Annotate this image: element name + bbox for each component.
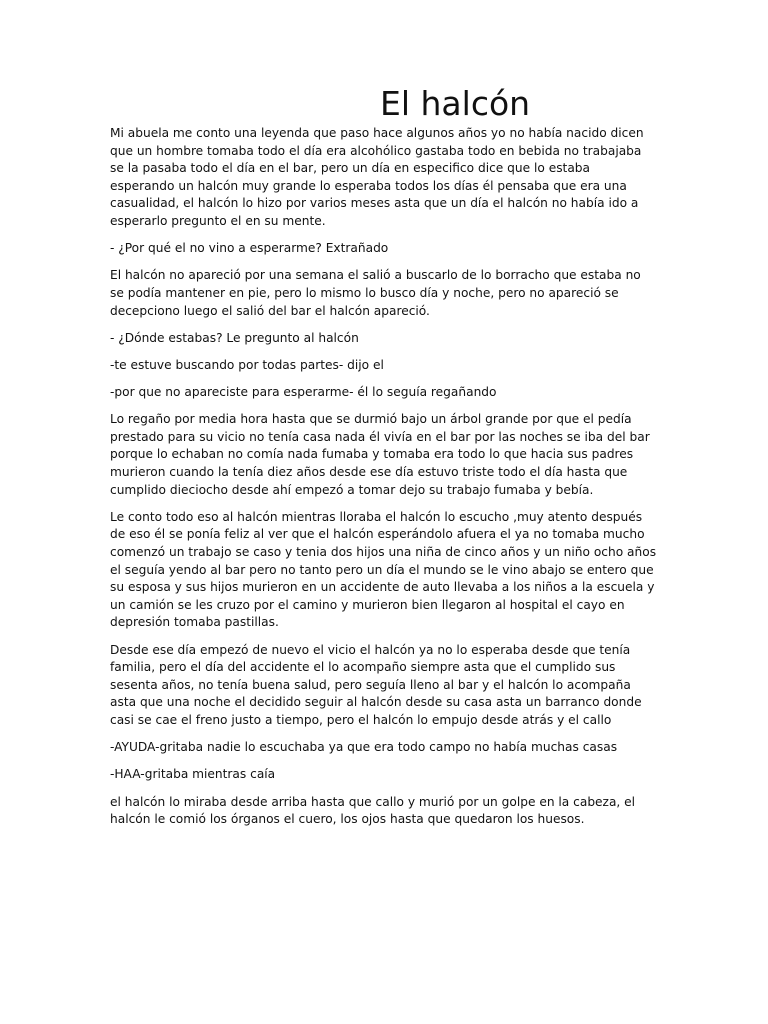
paragraph: El halcón no apareció por una semana el salió a buscarlo de lo borracho que estaba no se podía mantener en pie, pero lo mismo lo busco día y noche, pero no apareció se decepciono luego el salió del bar el halcón apareció. <box>110 268 641 318</box>
paragraph: -HAA-gritaba mientras caía <box>110 767 276 782</box>
paragraph: - ¿Por qué el no vino a esperarme? Extrañado <box>110 241 389 256</box>
paragraph: -AYUDA-gritaba nadie lo escuchaba ya que era todo campo no había muchas casas <box>110 740 618 755</box>
paragraph: -te estuve buscando por todas partes- dijo el <box>110 357 384 372</box>
paragraph: - ¿Dónde estabas? Le pregunto al halcón <box>110 330 359 345</box>
paragraph: Desde ese día empezó de nuevo el vicio el halcón ya no lo esperaba desde que tenía familia, pero el día del accidente el lo acompaño siempre asta que el cumplido sus sesenta años, no tenía buena salud, pero seguía lleno al bar y el halcón lo acompaña asta que una noche el decidido seguir al halcón desde su casa asta un barranco donde casi se cae el freno justo a tiempo, pero el halcón lo empujo desde atrás y el callo <box>110 642 642 727</box>
paragraph: Mi abuela me conto una leyenda que paso hace algunos años yo no había nacido dicen que un hombre tomaba todo el día era alcohólico gastaba todo en bebida no trabajaba se la pasaba todo el día en el bar, pero un día en especifico dice que lo estaba esperando un halcón muy grande lo esperaba todos los días él pensaba que era una casualidad, el halcón lo hizo por varios meses asta que un día el halcón no había ido a esperarlo pregunto el en su mente. <box>110 126 644 228</box>
paragraph: Lo regaño por media hora hasta que se durmió bajo un árbol grande por que el pedía prestado para su vicio no tenía casa nada él vivía en el bar por las noches se iba del bar porque lo echaban no comía nada fumaba y tomaba era todo lo que hacia sus padres murieron cuando la tenía diez años desde ese día estuvo triste todo el día hasta que cumplido dieciocho desde ahí empezó a tomar dejo su trabajo fumaba y bebía. <box>110 412 650 497</box>
paragraph: el halcón lo miraba desde arriba hasta que callo y murió por un golpe en la cabeza, el halcón le comió los órganos el cuero, los ojos hasta que quedaron los huesos. <box>110 794 636 827</box>
paragraph: Le conto todo eso al halcón mientras lloraba el halcón lo escucho ,muy atento después de eso él se ponía feliz al ver que el halcón esperándolo afuera el ya no tomaba mucho comenzó un trabajo se caso y tenia dos hijos una niña de cinco años y un niño ocho años el seguía yendo al bar pero no tanto pero un día el mundo se le vino abajo se entero que su esposa y sus hijos murieron en un accidente de auto llevaba a los niños a la escuela y un camión se les cruzo por el camino y murieron bien llegaron al hospital el cayo en depresión tomaba pastillas. <box>110 509 657 630</box>
document-title: El halcón <box>380 84 531 123</box>
paragraph: -por que no apareciste para esperarme- él lo seguía regañando <box>110 385 497 400</box>
document-body <box>110 125 658 838</box>
